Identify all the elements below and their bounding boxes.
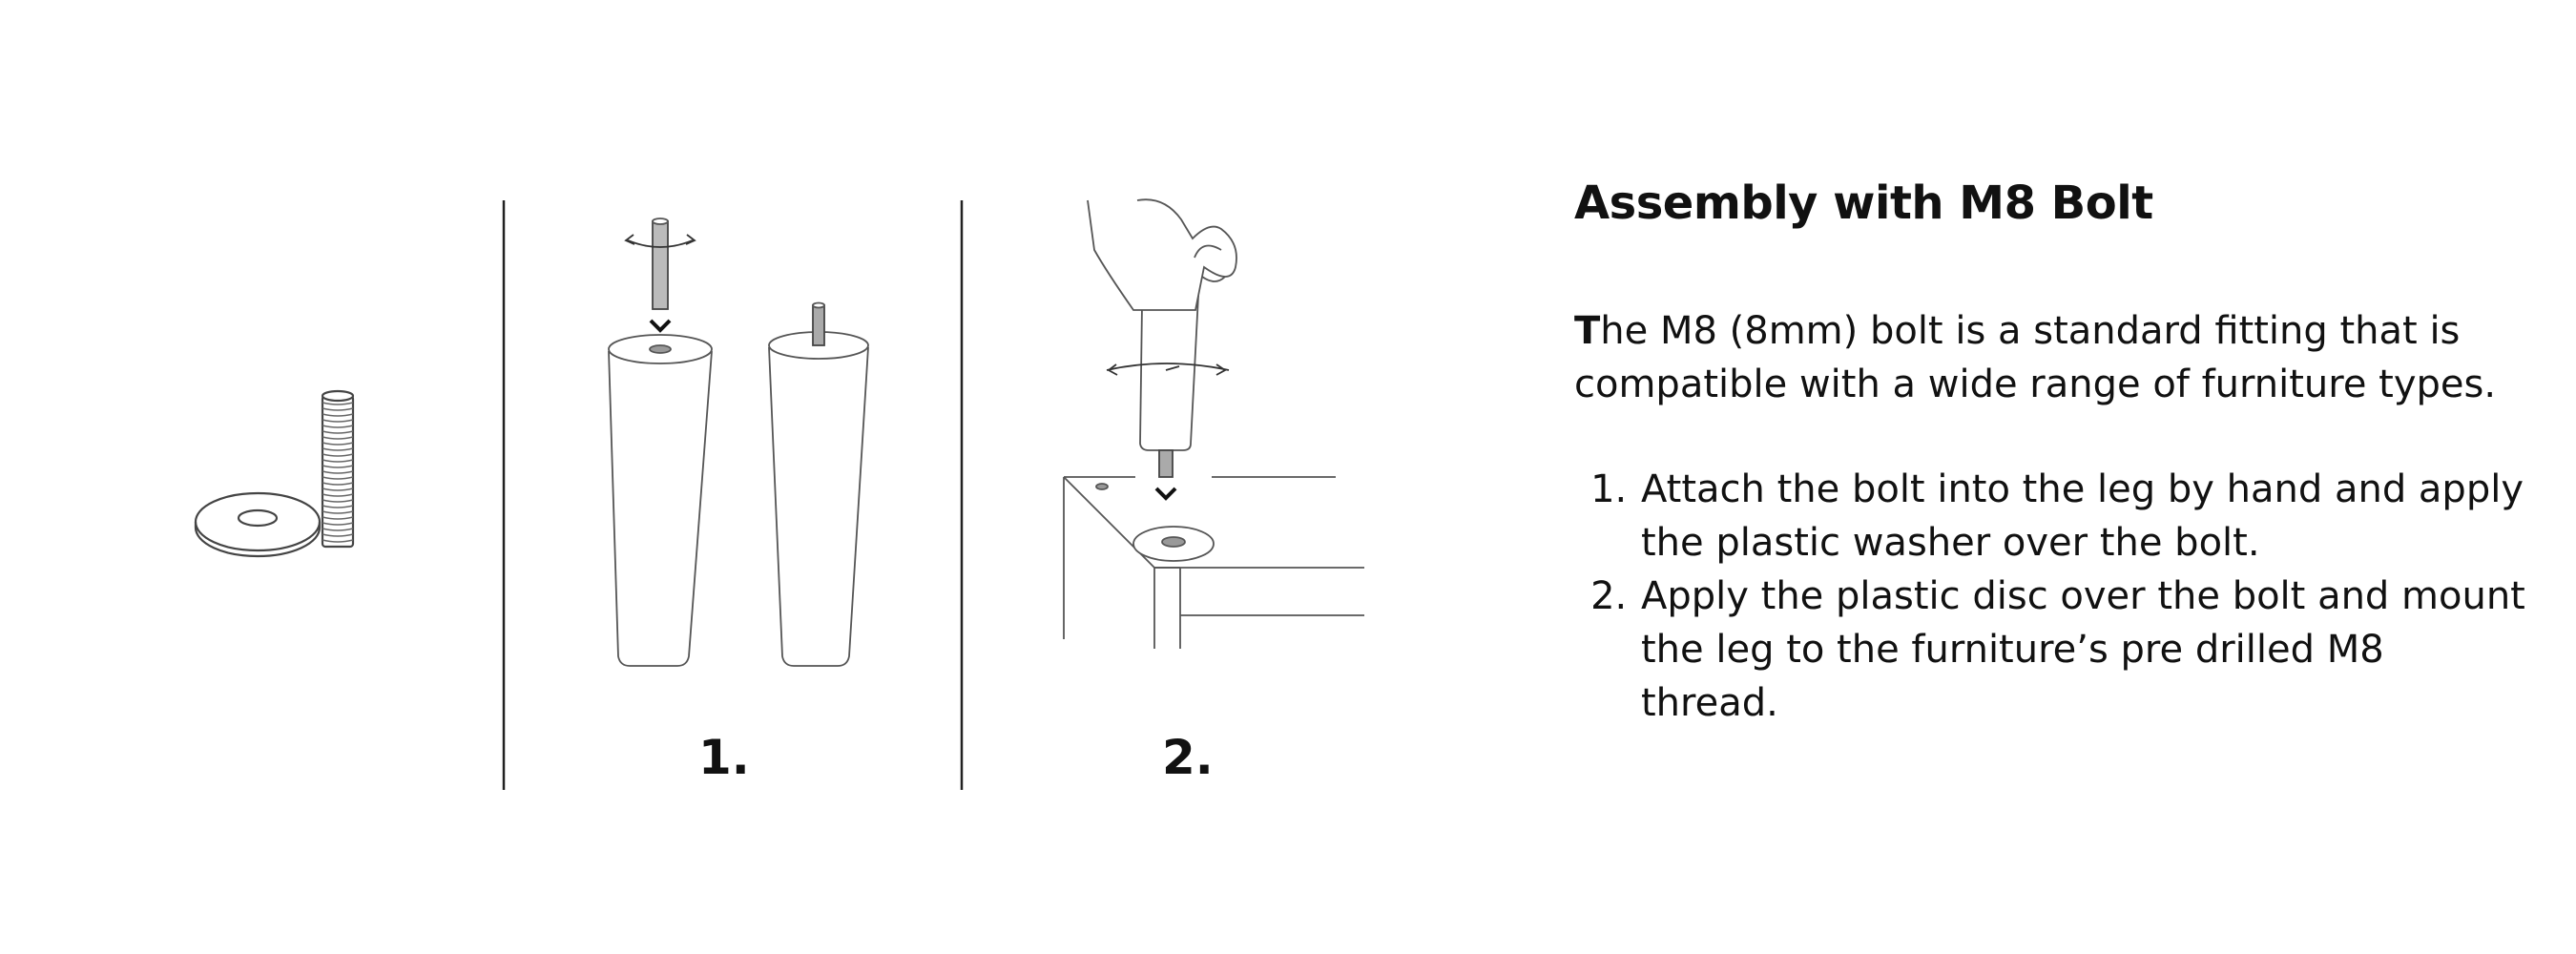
washer-part [196,493,320,556]
step-item-2: 2. Apply the plastic disc over the bolt and mount the leg to the furniture’s pre drilled M8 thread. [1639,570,2528,730]
step1-illustration [609,218,868,666]
leg-with-bolt [769,303,868,667]
intro-first-letter: T [1574,309,1601,353]
furniture-surface [1064,477,1364,649]
bolt-above-leg [626,218,695,330]
intro-paragraph [1574,304,2528,411]
step-item-1: 1. Attach the bolt into the leg by hand and apply the plastic washer over the bolt. [1639,463,2528,570]
leg-with-hole [609,335,712,666]
bolt-part [322,391,353,547]
step2-illustration [1064,199,1364,649]
page-title: Assembly with M8 Bolt [1574,176,2153,230]
step-number-2: 2. [1162,730,1214,785]
instructions-panel [1574,176,2528,730]
step-number-1: 1. [698,730,750,785]
hand-with-leg [1088,199,1236,498]
parts-illustration [196,391,353,556]
mounting-disc [1133,527,1214,561]
intro-text: he M8 (8mm) bolt is a standard fitting that is compatible with a wide range of furniture types. [1574,309,2497,406]
steps-list [1574,463,2528,730]
